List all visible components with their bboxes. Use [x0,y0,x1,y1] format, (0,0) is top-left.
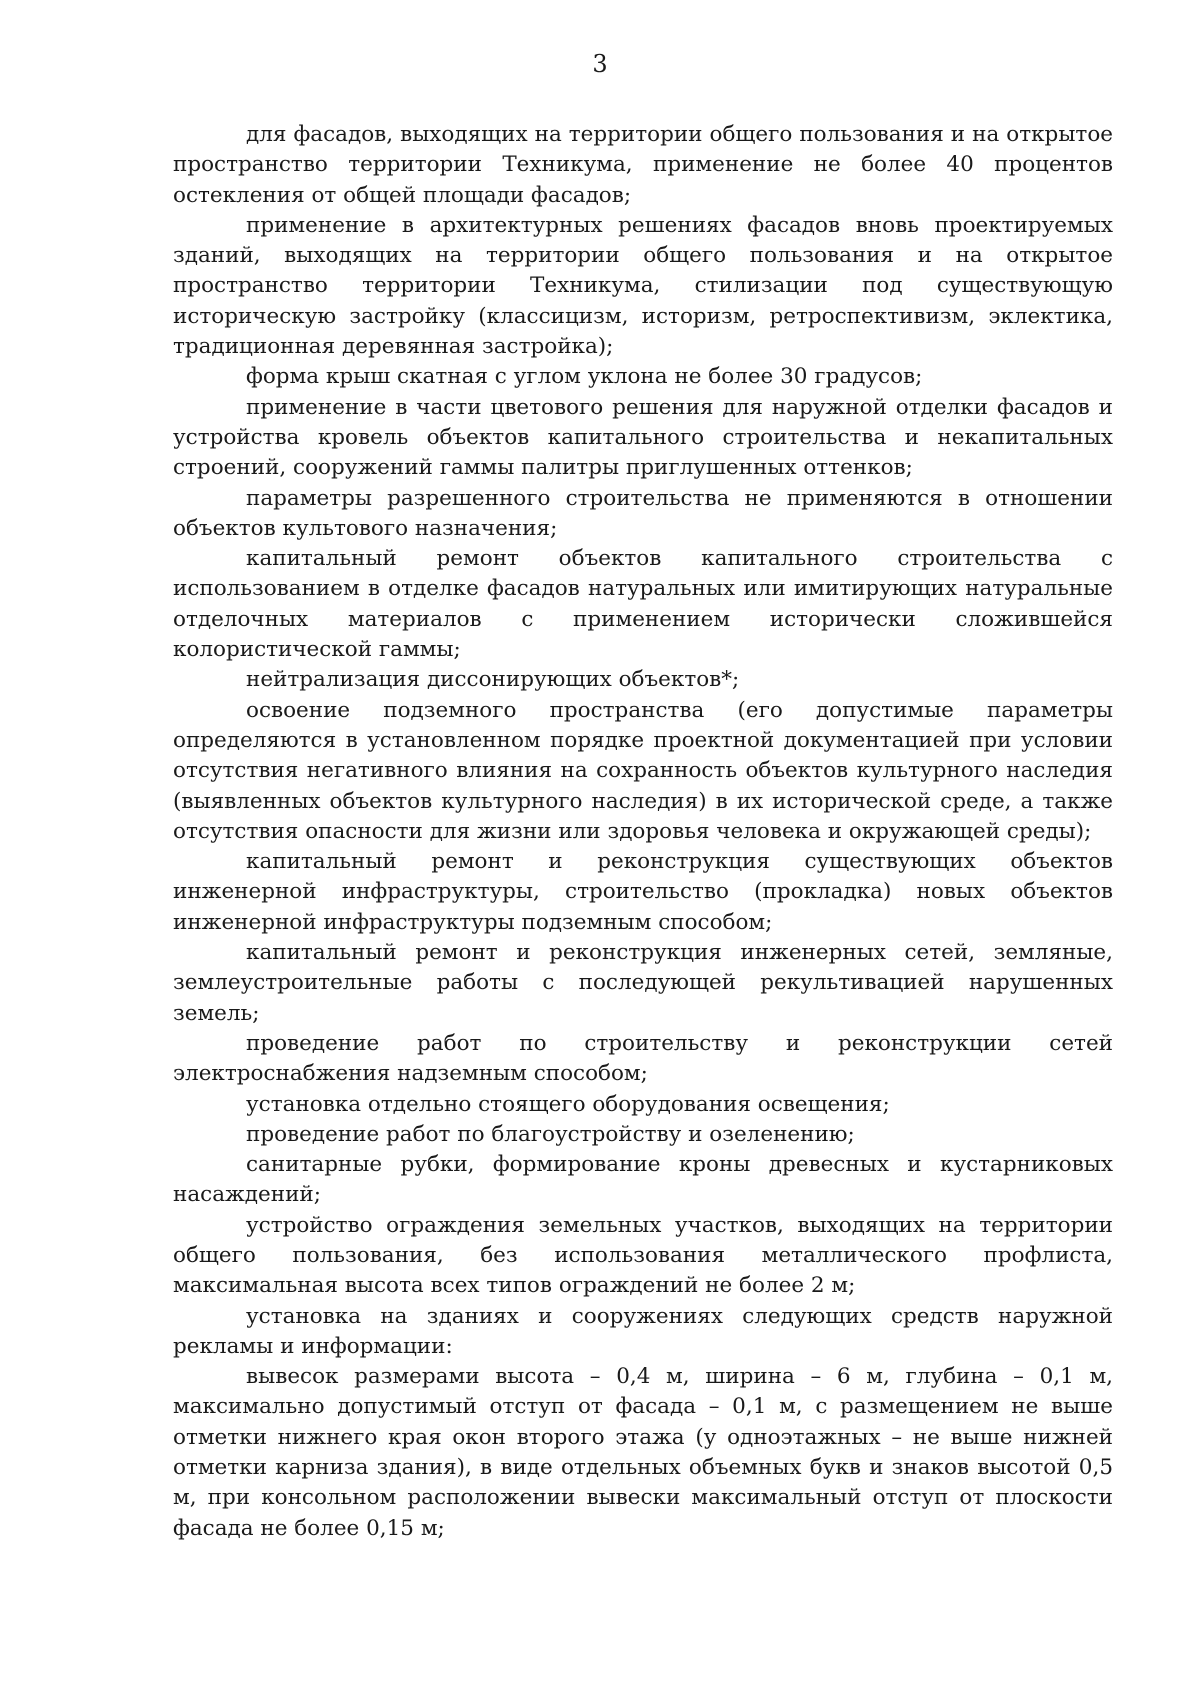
paragraph: капитальный ремонт объектов капитального строительства с использованием в отделке фасадов натуральных или имитирующих натуральные отделочных материалов с применением исторически сложившейся колористической гаммы; [173,546,1113,663]
paragraph: проведение работ по благоустройству и озеленению; [246,1121,855,1147]
paragraph: капитальный ремонт и реконструкция инженерных сетей, земляные, землеустроительные работы с последующей рекультивацией нарушенных земель; [173,940,1113,1026]
paragraph: установка на зданиях и сооружениях следующих средств наружной рекламы и информации: [173,1303,1113,1359]
paragraph: применение в части цветового решения для наружной отделки фасадов и устройства кровель объектов капитального строительства и некапитальных строений, сооружений гаммы палитры приглушенных оттенков; [173,394,1113,481]
paragraph: капитальный ремонт и реконструкция существующих объектов инженерной инфраструктуры, строительство (прокладка) новых объектов инженерной инфраструктуры подземным способом; [173,849,1113,935]
document-body [173,120,1113,1544]
paragraph: применение в архитектурных решениях фасадов вновь проектируемых зданий, выходящих на территории общего пользования и на открытое пространство территории Техникума, стилизации под существующую историческую застройку (классицизм, историзм, ретроспективизм, эклектика, традиционная деревянная застройка); [173,212,1113,360]
paragraph: вывесок размерами высота – 0,4 м, ширина – 6 м, глубина – 0,1 м, максимально допустимый отступ от фасада – 0,1 м, с размещением не выше отметки нижнего края окон второго этажа (у одноэтажных – не выше нижней отметки карниза здания), в виде отдельных объемных букв и знаков высотой 0,5 м, при консольном расположении вывески максимальный отступ от плоскости фасада не более 0,15 м; [173,1364,1113,1541]
page-number: 3 [592,50,608,78]
paragraph: нейтрализация диссонирующих объектов*; [246,667,740,693]
paragraph: для фасадов, выходящих на территории общего пользования и на открытое пространство территории Техникума, применение не более 40 процентов остекления от общей площади фасадов; [173,122,1113,208]
paragraph: форма крыш скатная с углом уклона не более 30 градусов; [246,364,923,390]
paragraph: параметры разрешенного строительства не применяются в отношении объектов культового назначения; [173,485,1113,541]
paragraph: освоение подземного пространства (его допустимые параметры определяются в установленном порядке проектной документацией при условии отсутствия негативного влияния на сохранность объектов культурного наследия (выявленных объектов культурного наследия) в их исторической среде, а также отсутствия опасности для жизни или здоровья человека и окружающей среды); [173,697,1113,844]
paragraph: установка отдельно стоящего оборудования освещения; [246,1091,890,1117]
paragraph: проведение работ по строительству и реконструкции сетей электроснабжения надземным способом; [173,1030,1113,1087]
paragraph: санитарные рубки, формирование кроны древесных и кустарниковых насаждений; [173,1152,1113,1208]
paragraph: устройство ограждения земельных участков, выходящих на территории общего пользования, без использования металлического профлиста, максимальная высота всех типов ограждений не более 2 м; [173,1212,1113,1299]
